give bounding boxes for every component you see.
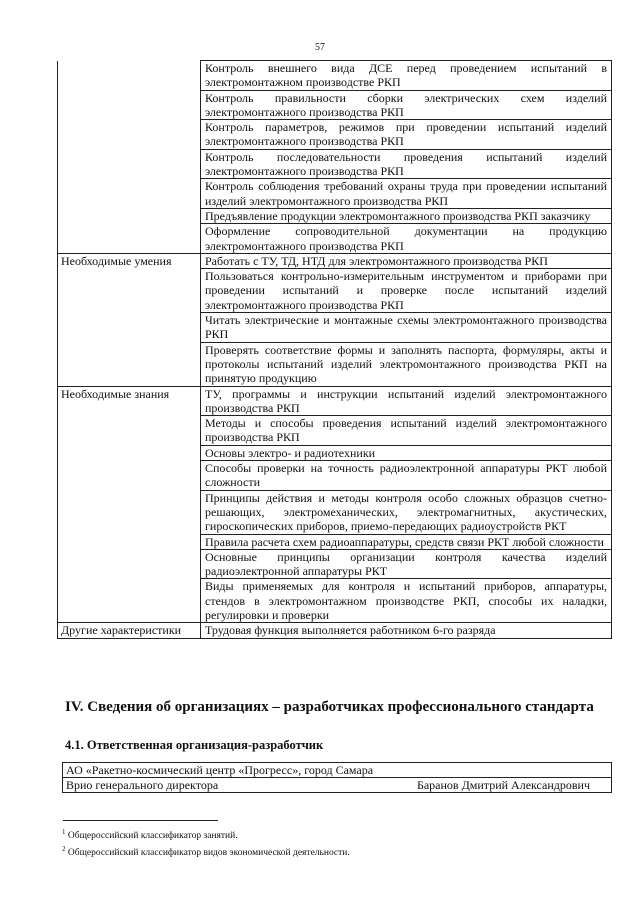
footnotes — [62, 826, 350, 859]
row-label — [58, 461, 201, 491]
sub-heading: 4.1. Ответственная организация-разработчик — [65, 738, 324, 752]
row-label — [58, 490, 201, 534]
table-row — [58, 313, 612, 343]
row-text: Основы электро- и радиотехники — [201, 445, 612, 460]
page-number: 57 — [315, 42, 325, 53]
footnote-mark: 2 — [62, 844, 66, 853]
footnote-text: Общероссийский классификатор видов экономической деятельности. — [67, 847, 350, 858]
row-label — [58, 549, 201, 579]
table-row — [58, 461, 612, 491]
row-label — [58, 208, 201, 223]
table-row — [58, 490, 612, 534]
row-text: Оформление сопроводительной документации на продукцию электромонтажного производства РКП — [201, 224, 612, 254]
row-label — [58, 90, 201, 120]
table-row — [58, 623, 612, 638]
signatory-name: Баранов Дмитрий Александрович — [416, 778, 590, 792]
row-text: Читать электрические и монтажные схемы электромонтажного производства РКП — [201, 313, 612, 343]
footnote-divider — [63, 820, 218, 821]
section-heading: IV. Сведения об организациях – разработчиках профессионального стандарта — [65, 699, 594, 715]
table-row — [58, 61, 612, 91]
row-label — [58, 61, 201, 91]
row-label — [58, 313, 201, 343]
row-text: Виды применяемых для контроля и испытаний приборов, аппаратуры, стендов в электромонтажном производстве РКП, способы их наладки, регулировки и проверки — [201, 579, 612, 623]
table-row — [58, 549, 612, 579]
row-label — [58, 579, 201, 623]
table-row — [58, 534, 612, 549]
row-label — [58, 224, 201, 254]
table-row — [58, 342, 612, 386]
footnote — [62, 826, 350, 843]
row-text: Принципы действия и методы контроля особо сложных образцов счетно-решающих, электромеханических, электромагнитных, акустических, гироскопических приборов, приемо-передающих радиоустройств РКТ — [201, 490, 612, 534]
organization-row — [63, 763, 612, 778]
row-text: Пользоваться контрольно-измерительным инструментом и приборами при проведении испытаний и проверке после испытаний изделий электромонтажного производства РКП — [201, 269, 612, 313]
row-label — [58, 342, 201, 386]
row-text: Контроль внешнего вида ДСЕ перед проведением испытаний в электромонтажном производстве РКП — [201, 61, 612, 91]
table-row — [58, 579, 612, 623]
row-label: Необходимые знания — [58, 386, 201, 416]
table-row — [58, 149, 612, 179]
row-text: Работать с ТУ, ТД, НТД для электромонтажного производства РКП — [201, 253, 612, 268]
table-row — [58, 269, 612, 313]
row-label — [58, 269, 201, 313]
row-text: Трудовая функция выполняется работником 6-го разряда — [201, 623, 612, 638]
row-text: Проверять соответствие формы и заполнять паспорта, формуляры, акты и протоколы испытаний изделий электромонтажного производства РКП на принятую продукцию — [201, 342, 612, 386]
row-label — [58, 179, 201, 209]
table-row — [58, 224, 612, 254]
row-text: Методы и способы проведения испытаний изделий электромонтажного производства РКП — [201, 416, 612, 446]
row-text: Контроль правильности сборки электрических схем изделий электромонтажного производства РКП — [201, 90, 612, 120]
row-text: Предъявление продукции электромонтажного производства РКП заказчику — [201, 208, 612, 223]
row-label — [58, 445, 201, 460]
table-row — [58, 90, 612, 120]
table-row — [58, 416, 612, 446]
row-label — [58, 534, 201, 549]
row-text: Контроль соблюдения требований охраны труда при проведении испытаний изделий электромонтажного производства РКП — [201, 179, 612, 209]
signatory-row — [63, 778, 612, 793]
footnote-text: Общероссийский классификатор занятий. — [67, 831, 238, 842]
table-row — [58, 445, 612, 460]
organization-name: АО «Ракетно-космический центр «Прогресс», город Самара — [63, 763, 612, 778]
table-row — [58, 253, 612, 268]
row-label: Другие характеристики — [58, 623, 201, 638]
row-text: Контроль последовательности проведения испытаний изделий электромонтажного производства РКП — [201, 149, 612, 179]
row-text: ТУ, программы и инструкции испытаний изделий электромонтажного производства РКП — [201, 386, 612, 416]
table-row — [58, 120, 612, 150]
signatory — [66, 778, 608, 792]
row-text: Основные принципы организации контроля качества изделий радиоэлектронной аппаратуры РКТ — [201, 549, 612, 579]
row-text: Правила расчета схем радиоаппаратуры, средств связи РКТ любой сложности — [201, 534, 612, 549]
row-label — [58, 120, 201, 150]
table-row — [58, 386, 612, 416]
row-label — [58, 149, 201, 179]
row-text: Контроль параметров, режимов при проведении испытаний изделий электромонтажного производства РКП — [201, 120, 612, 150]
developer-organization-table — [62, 762, 612, 793]
row-label: Необходимые умения — [58, 253, 201, 268]
row-text: Способы проверки на точность радиоэлектронной аппаратуры РКТ любой сложности — [201, 461, 612, 491]
signatory-position: Врио генерального директора — [66, 778, 219, 792]
footnote — [62, 843, 350, 860]
table-row — [58, 208, 612, 223]
labor-function-table — [57, 60, 612, 639]
row-label — [58, 416, 201, 446]
footnote-mark: 1 — [62, 828, 66, 836]
table-row — [58, 179, 612, 209]
